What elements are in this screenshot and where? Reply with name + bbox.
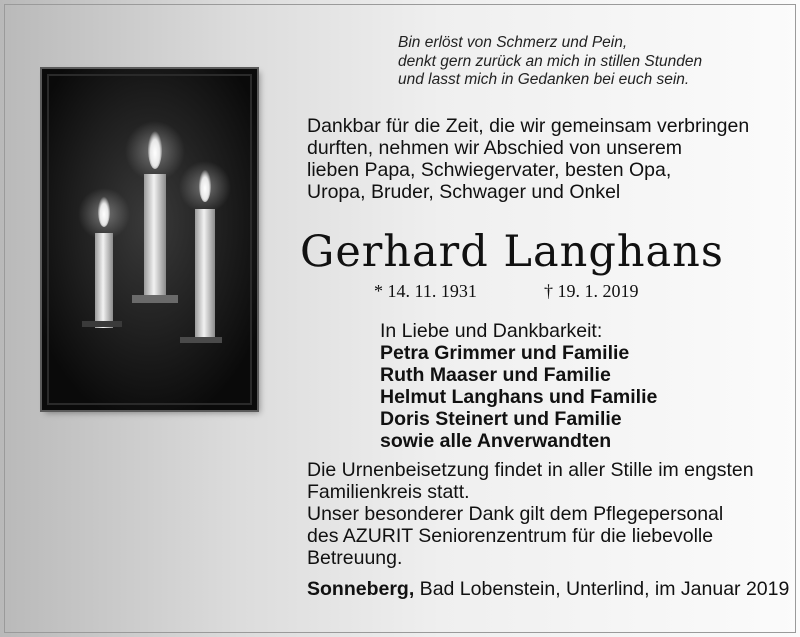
notice-line: Familienkreis statt. (307, 481, 470, 503)
candles-illustration (42, 69, 257, 410)
family-member: sowie alle Anverwandten (380, 430, 612, 452)
quote-line: denkt gern zurück an mich in stillen Stunden (398, 52, 703, 70)
intro-line: Uropa, Bruder, Schwager und Onkel (307, 181, 621, 203)
notice-line: Unser besonderer Dank gilt dem Pflegepersonal (307, 503, 724, 525)
notice-line: des AZURIT Seniorenzentrum für die liebevolle (307, 525, 714, 547)
place-main: Sonneberg, (307, 578, 415, 600)
quote-line: Bin erlöst von Schmerz und Pein, (398, 34, 628, 51)
notice-line: Betreuung. (307, 547, 403, 569)
deceased-name: Gerhard Langhans (300, 227, 724, 277)
memorial-quote (398, 34, 778, 90)
intro-line: durften, nehmen wir Abschied von unserem (307, 137, 683, 159)
intro-line: Dankbar für die Zeit, die wir gemeinsam verbringen (307, 115, 750, 137)
family-member: Petra Grimmer und Familie (380, 342, 630, 364)
intro-text (307, 115, 777, 203)
quote-line: und lasst mich in Gedanken bei euch sein. (398, 71, 690, 88)
birth-date: * 14. 11. 1931 (374, 281, 477, 301)
notice-line: Die Urnenbeisetzung findet in aller Stille im engsten (307, 459, 754, 481)
place-rest: Bad Lobenstein, Unterlind, im Januar 2019 (414, 578, 790, 600)
family-intro: In Liebe und Dankbarkeit: (380, 320, 603, 342)
candles-photo (42, 69, 257, 410)
family-member: Doris Steinert und Familie (380, 408, 622, 430)
place-and-date (307, 578, 790, 600)
family-member: Ruth Maaser und Familie (380, 364, 611, 386)
burial-notice (307, 459, 777, 569)
intro-line: lieben Papa, Schwiegervater, besten Opa, (307, 159, 672, 181)
family-signatures (380, 320, 780, 452)
death-date: † 19. 1. 2019 (544, 281, 639, 301)
family-member: Helmut Langhans und Familie (380, 386, 658, 408)
